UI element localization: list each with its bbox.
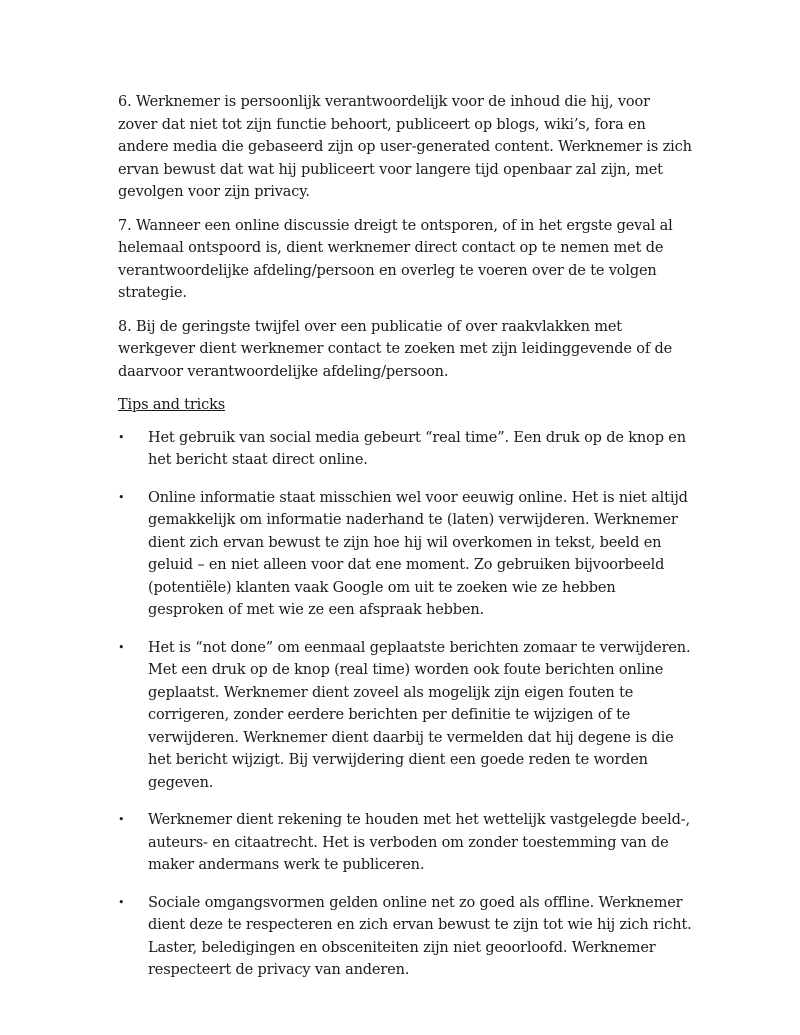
paragraph-7: 7. Wanneer een online discussie dreigt te ontsporen, of in het ergste geval al helemaal ontspoord is, dient werknemer direct contact op te nemen met de verantwoordelijke afdeling/persoon en overleg te voeren over de te volgen strategie. [118,217,673,301]
list-item-text: Het gebruik van social media gebeurt “real time”. Een druk op de knop en het bericht staat direct online. [148,429,686,468]
list-item [118,892,693,982]
paragraph-6: 6. Werknemer is persoonlijk verantwoordelijk voor de inhoud die hij, voor zover dat niet tot zijn functie behoort, publiceert op blogs, wiki’s, fora en andere media die gebaseerd zijn op user-generated content. Werknemer is zich ervan bewust dat wat hij publiceert voor langere tijd openbaar zal zijn, met gevolgen voor zijn privacy. [118,94,692,200]
list-item-text: Werknemer dient rekening te houden met het wettelijk vastgelegde beeld-, auteurs- en citaatrecht. Het is verboden om zonder toestemming van de maker andermans werk te publiceren. [148,812,690,873]
bullet-icon: • [118,640,125,654]
document-page [118,91,693,997]
tips-heading: Tips and tricks [118,397,226,413]
bullet-icon: • [118,490,125,504]
list-item [118,427,693,472]
list-item-text: Sociale omgangsvormen gelden online net zo goed als offline. Werknemer dient deze te respecteren en zich ervan bewust te zijn tot wie hij zich richt. Laster, beledigingen en obsceniteiten zijn niet geoorloofd. Werknemer respecteert de privacy van anderen. [148,894,692,978]
bullet-icon: • [118,813,125,826]
paragraph-8: 8. Bij de geringste twijfel over een publicatie of over raakvlakken met werkgever dient werknemer contact te zoeken met zijn leidinggevende of de daarvoor verantwoordelijke afdeling/persoon. [118,318,673,380]
list-item [118,487,693,622]
bullet-icon: • [118,430,125,444]
list-item [118,809,693,877]
list-item [118,637,693,795]
tips-list [118,427,693,982]
bullet-icon: • [118,895,125,909]
list-item-text: Het is “not done” om eenmaal geplaatste berichten zomaar te verwijderen. Met een druk op de knop (real time) worden ook foute berichten online geplaatst. Werknemer dient zoveel als mogelijk zijn eigen fouten te corrigeren, zonder eerdere berichten per definitie te wijzigen of te verwijderen. Werknemer dient daarbij te vermelden dat hij degene is die het bericht wijzigt. Bij verwijdering dient een goede reden te worden gegeven. [148,639,691,791]
list-item-text: Online informatie staat misschien wel voor eeuwig online. Het is niet altijd gemakkelijk om informatie naderhand te (laten) verwijderen. Werknemer dient zich ervan bewust te zijn hoe hij wil overkomen in tekst, beeld en geluid – en niet alleen voor dat ene moment. Zo gebruiken bijvoorbeeld (potentiële) klanten vaak Google om uit te zoeken wie ze hebben gesproken of met wie ze een afspraak hebben. [148,489,688,618]
